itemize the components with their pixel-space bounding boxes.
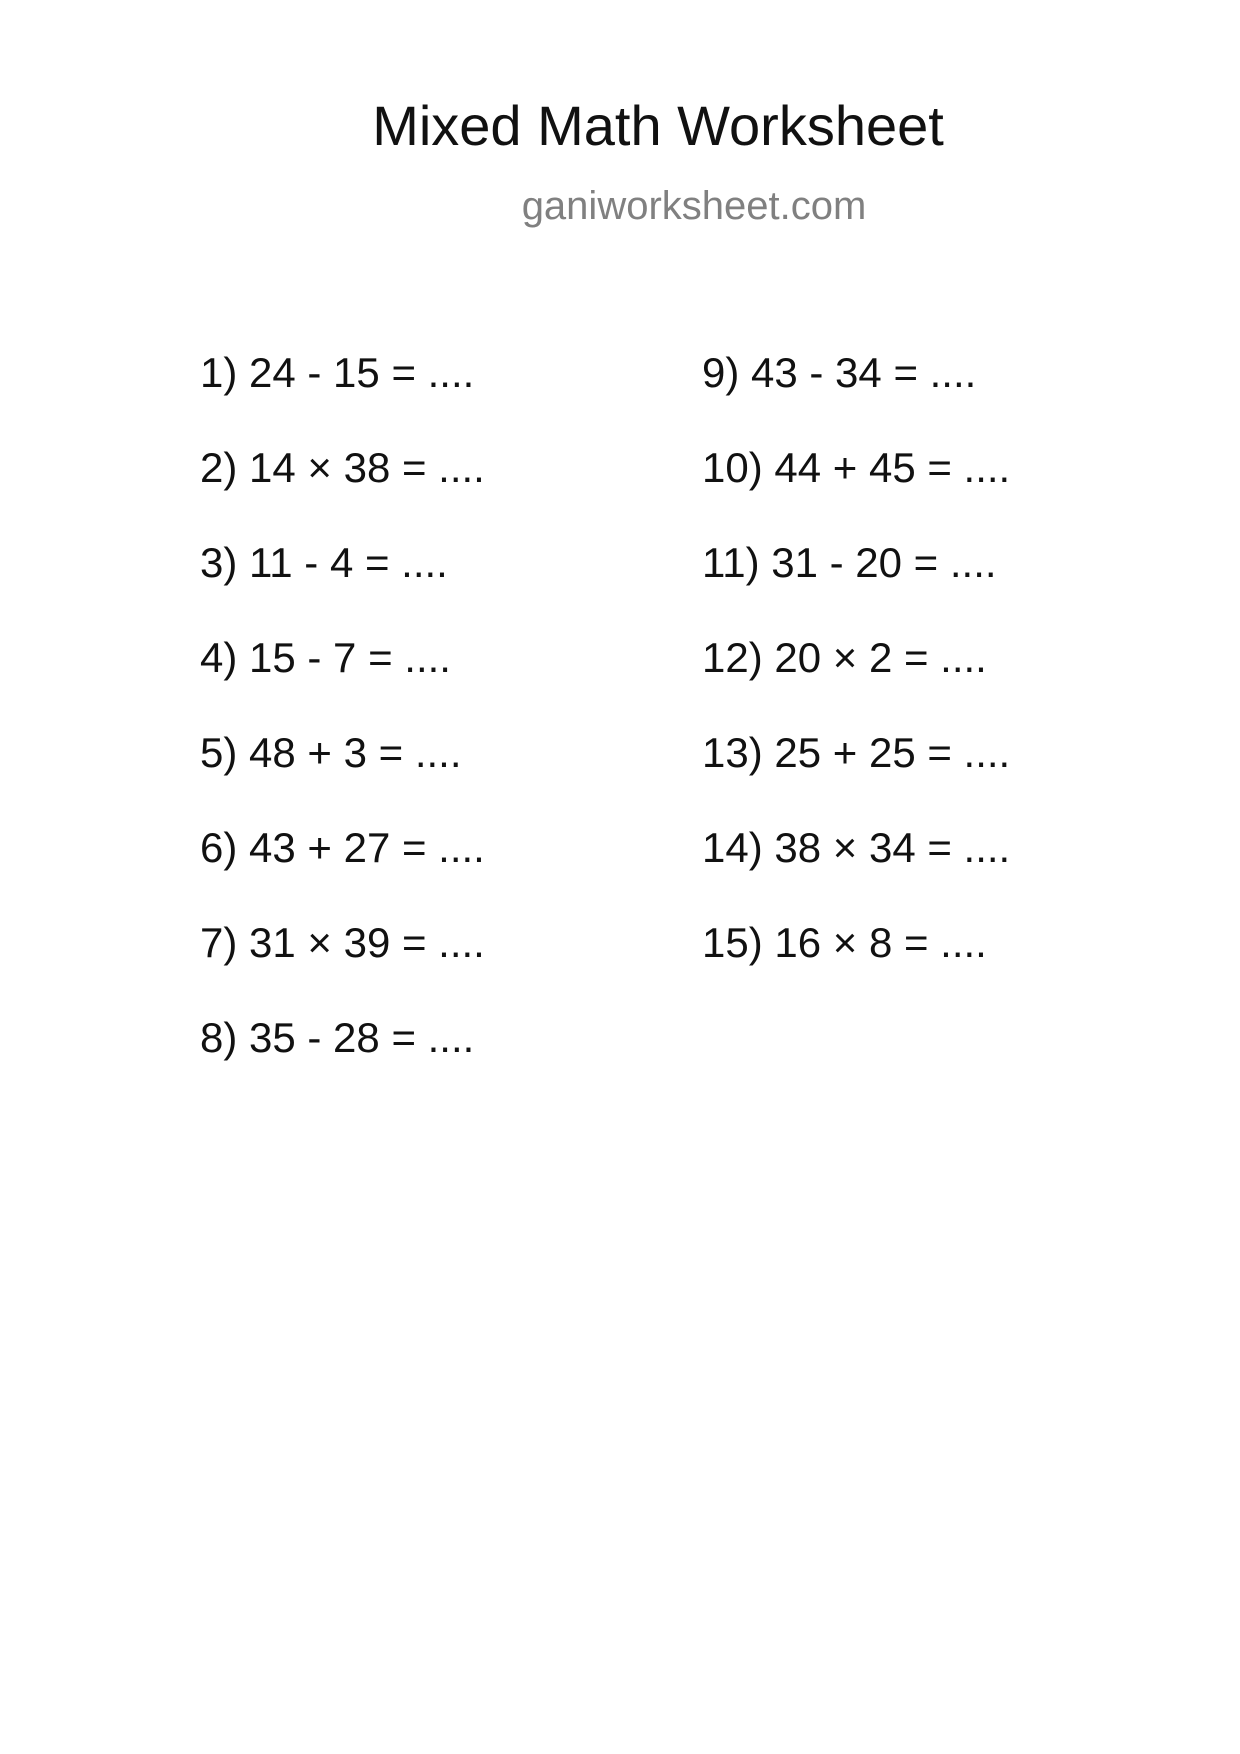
website-watermark: ganiworksheet.com [521, 184, 867, 228]
math-problem: 7) 31 × 39 = .... [200, 919, 485, 966]
math-problem: 2) 14 × 38 = .... [200, 444, 485, 491]
math-problem: 11) 31 - 20 = .... [702, 539, 997, 586]
math-problem: 10) 44 + 45 = .... [702, 444, 1011, 491]
math-problem: 9) 43 - 34 = .... [702, 349, 977, 396]
math-problem: 8) 35 - 28 = .... [200, 1014, 475, 1061]
math-problem: 3) 11 - 4 = .... [200, 539, 448, 586]
math-problem: 4) 15 - 7 = .... [200, 634, 451, 681]
math-problem: 13) 25 + 25 = .... [702, 729, 1011, 776]
problems-left-column [200, 349, 640, 1112]
worksheet-title: Mixed Math Worksheet [372, 94, 944, 157]
problems-right-column [702, 349, 1142, 1017]
math-problem: 1) 24 - 15 = .... [200, 349, 475, 396]
math-problem: 15) 16 × 8 = .... [702, 919, 987, 966]
math-problem: 12) 20 × 2 = .... [702, 634, 987, 681]
math-problem: 6) 43 + 27 = .... [200, 824, 485, 871]
math-problem: 5) 48 + 3 = .... [200, 729, 462, 776]
math-problem: 14) 38 × 34 = .... [702, 824, 1011, 871]
